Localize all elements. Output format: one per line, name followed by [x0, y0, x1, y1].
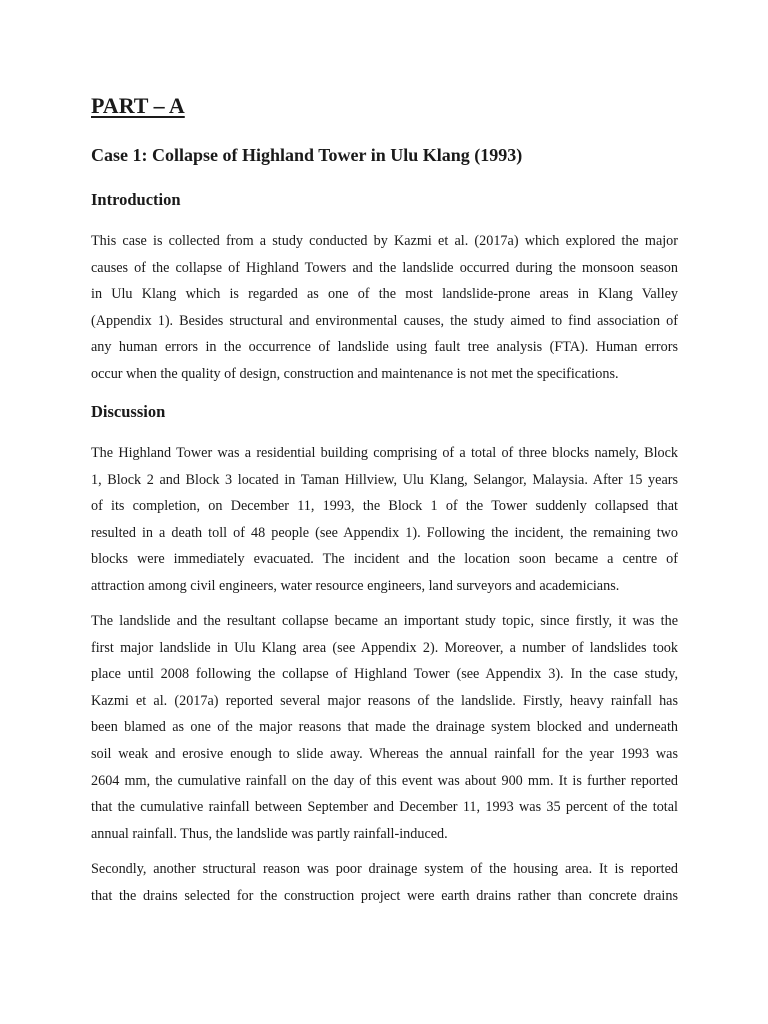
discussion-paragraph-3	[91, 856, 678, 909]
text-line: 2604 mm, the cumulative rainfall on the day of this event was about 900 mm. It is further reported	[91, 772, 678, 789]
text-line: Kazmi et al. (2017a) reported several major reasons of the landslide. Firstly, heavy rainfall has	[91, 692, 678, 709]
discussion-paragraph-1	[91, 440, 678, 600]
text-line: of its completion, on December 11, 1993, the Block 1 of the Tower suddenly collapsed that	[91, 498, 678, 515]
text-line: The Highland Tower was a residential building comprising of a total of three blocks namely, Block	[91, 445, 678, 461]
text-line: in Ulu Klang which is regarded as one of the most landslide-prone areas in Klang Valley	[91, 286, 678, 303]
text-line: first major landslide in Ulu Klang area (see Appendix 2). Moreover, a number of landslides took	[91, 639, 678, 656]
text-line: Secondly, another structural reason was poor drainage system of the housing area. It is reported	[91, 861, 678, 877]
text-line: that the cumulative rainfall between September and December 11, 1993 was 35 percent of the total	[91, 799, 678, 816]
text-line: attraction among civil engineers, water resource engineers, land surveyors and academicians.	[91, 577, 620, 594]
text-line: soil weak and erosive enough to slide away. Whereas the annual rainfall for the year 1993 was	[91, 745, 678, 762]
introduction-heading: Introduction	[91, 190, 181, 209]
discussion-paragraph-2	[91, 608, 678, 847]
text-line: blocks were immediately evacuated. The incident and the location soon became a centre of	[91, 551, 678, 568]
text-line: The landslide and the resultant collapse became an important study topic, since firstly, it was the	[91, 613, 678, 629]
text-line: This case is collected from a study conducted by Kazmi et al. (2017a) which explored the major	[91, 233, 678, 249]
text-line: any human errors in the occurrence of landslide using fault tree analysis (FTA). Human errors	[91, 339, 678, 356]
text-line: been blamed as one of the major reasons that made the drainage system blocked and underneath	[91, 719, 678, 736]
text-line: resulted in a death toll of 48 people (see Appendix 1). Following the incident, the remaining two	[91, 524, 678, 541]
text-line: (Appendix 1). Besides structural and environmental causes, the study aimed to find association of	[91, 312, 678, 329]
text-line: occur when the quality of design, construction and maintenance is not met the specifications.	[91, 365, 619, 382]
text-line: 1, Block 2 and Block 3 located in Taman Hillview, Ulu Klang, Selangor, Malaysia. After 15 years	[91, 471, 678, 488]
text-line: annual rainfall. Thus, the landslide was partly rainfall-induced.	[91, 825, 448, 842]
introduction-paragraph	[91, 228, 678, 388]
text-line: place until 2008 following the collapse of Highland Tower (see Appendix 3). In the case study,	[91, 666, 678, 683]
discussion-heading: Discussion	[91, 402, 166, 421]
text-line: that the drains selected for the construction project were earth drains rather than concrete drains	[91, 887, 678, 904]
case-title: Case 1: Collapse of Highland Tower in Ulu Klang (1993)	[91, 145, 523, 165]
part-title: PART – A	[91, 93, 185, 118]
text-line: causes of the collapse of Highland Towers and the landslide occurred during the monsoon season	[91, 259, 678, 276]
